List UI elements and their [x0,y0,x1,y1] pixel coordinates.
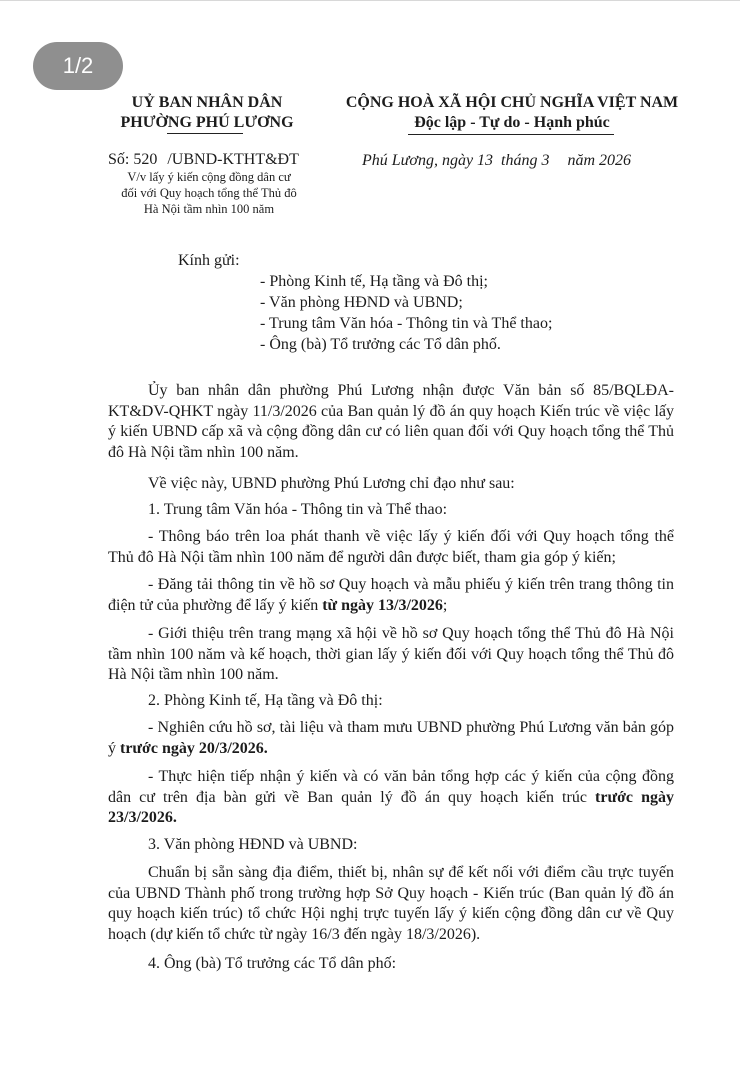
doc-number-prefix: Số: [108,151,130,168]
direction-paragraph: Về việc này, UBND phường Phú Lương chỉ đạo như sau: [148,475,515,492]
recipients-label: Kính gửi: [178,252,240,269]
top-border [0,0,740,1]
place-date [362,152,631,170]
date-day: 13 [477,152,494,169]
section2-item-b-deadline: trước ngày 23/3/2026. [108,788,675,826]
place: Phú Lương, ngày [362,152,474,169]
doc-number [108,151,299,169]
date-year: năm 2026 [567,152,632,169]
section2-item-a-deadline: trước ngày 20/3/2026. [120,739,268,757]
nation-motto: Độc lập - Tự do - Hạnh phúc [414,114,610,131]
section2-item-a [108,718,674,759]
motto-underline [408,134,614,135]
section1-item-b-text: - Đăng tải thông tin về hồ sơ Quy hoạch và mẫu phiếu ý kiến trên trang thông tin điện tử của phường để lấy ý kiến [108,576,674,614]
subject-line1: V/v lấy ý kiến cộng đồng dân cư [127,170,291,184]
section4-title: 4. Ông (bà) Tổ trưởng các Tổ dân phố: [148,955,397,972]
page-indicator: 1/2 [33,42,123,90]
section1-item-b-date: từ ngày 13/3/2026 [322,596,443,614]
section2-item-a-text: - Nghiên cứu hồ sơ, tài liệu và tham mưu UBND phường Phú Lương văn bản góp ý [108,719,674,757]
section1-title: 1. Trung tâm Văn hóa - Thông tin và Thể thao: [148,501,448,518]
section1-item-b [108,575,674,616]
agency-line2: PHƯỜNG PHÚ LƯƠNG [120,114,294,131]
recipient-item: - Văn phòng HĐND và UBND; [260,294,463,311]
section1-item-a: - Thông báo trên loa phát thanh về việc lấy ý kiến đối với Quy hoạch tổng thể Thủ đô Hà Nội tầm nhìn 100 năm để người dân được biết, tham gia góp ý kiến; [108,528,674,566]
recipient-item: - Phòng Kinh tế, Hạ tầng và Đô thị; [260,273,488,290]
section2-item-b-text: - Thực hiện tiếp nhận ý kiến và có văn bản tổng hợp các ý kiến của cộng đồng dân cư trên địa bàn gửi về Ban quản lý đồ án quy hoạch kiến trúc [108,768,674,806]
section2-item-b [108,767,674,829]
section3-title: 3. Văn phòng HĐND và UBND: [148,836,358,853]
date-month: 3 [541,152,550,169]
section1-item-c: - Giới thiệu trên trang mạng xã hội về hồ sơ Quy hoạch tổng thể Thủ đô Hà Nội tầm nhìn 100 năm và kế hoạch, thời gian lấy ý kiến đối với Quy hoạch tổng thể Thủ đô Hà Nội tầm nhìn 100 năm. [108,625,674,683]
agency-line1: UỶ BAN NHÂN DÂN [131,94,283,111]
subject-line3: Hà Nội tầm nhìn 100 năm [143,202,275,216]
agency-underline [167,133,243,134]
section2-title: 2. Phòng Kinh tế, Hạ tầng và Đô thị: [148,692,383,709]
date-month-label: tháng [501,152,538,169]
recipient-item: - Trung tâm Văn hóa - Thông tin và Thể thao; [260,315,553,332]
intro-paragraph: Ủy ban nhân dân phường Phú Lương nhận được Văn bản số 85/BQLĐA-KT&DV-QHKT ngày 11/3/2026 của Ban quản lý đồ án quy hoạch Kiến trúc về việc lấy ý kiến UBND cấp xã và cộng đồng dân cư có liên quan đối với Quy hoạch tổng thể Thủ đô Hà Nội tầm nhìn 100 năm. [108,382,674,461]
section3-item-a: Chuẩn bị sẵn sàng địa điểm, thiết bị, nhân sự để kết nối với điểm cầu trực tuyến của UBND Thành phố trong trường hợp Sở Quy hoạch - Kiến trúc (Ban quản lý đồ án quy hoạch kiến trúc) tổ chức Hội nghị trực tuyến lấy ý kiến cộng đồng dân cư về Quy hoạch (dự kiến tổ chức từ ngày 16/3 đến ngày 18/3/2026). [108,864,674,943]
recipient-item: - Ông (bà) Tổ trưởng các Tổ dân phố. [260,336,501,353]
subject-line2: đối với Quy hoạch tổng thể Thủ đô [121,186,297,200]
doc-number-value: 520 [133,151,158,168]
doc-number-code: /UBND-KTHT&ĐT [167,151,299,168]
nation-line1: CỘNG HOÀ XÃ HỘI CHỦ NGHĨA VIỆT NAM [345,94,679,111]
section1-item-b-end: ; [442,596,448,614]
